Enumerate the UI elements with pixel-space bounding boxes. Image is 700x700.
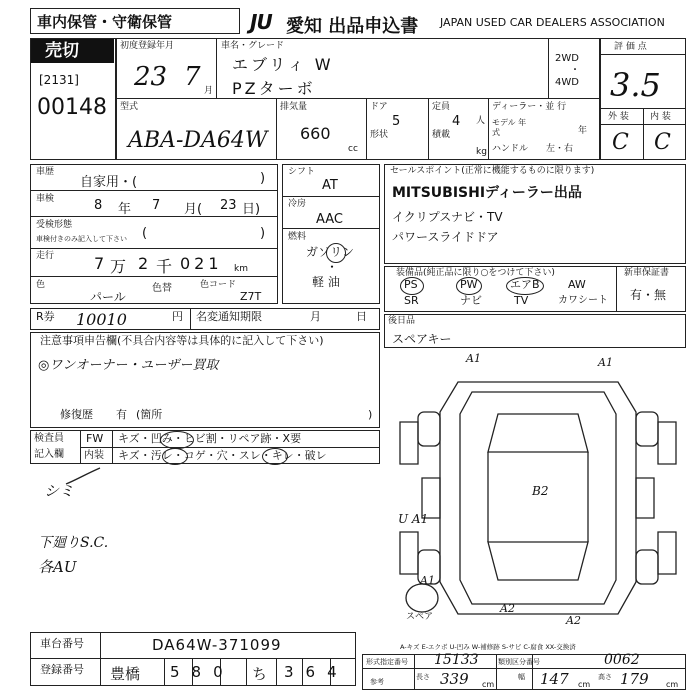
- vehicle-length: 339: [440, 670, 469, 688]
- transmission: AT: [322, 178, 338, 193]
- fuel-gasoline: ガソリン: [306, 245, 355, 259]
- sales-point-2: イクリプスナビ・TV: [392, 210, 503, 224]
- storage-label-box: [30, 8, 240, 34]
- equip-pw-circle: [456, 277, 482, 295]
- equip-navi: ナビ: [460, 294, 482, 307]
- equip-ps: PS: [404, 278, 418, 291]
- damage-mark-a1-front-right: A1: [598, 356, 613, 369]
- damage-mark-a2-rear-right: A2: [566, 614, 581, 627]
- equip-airbag-circle: [506, 277, 544, 295]
- damage-mark-b2-roof: B2: [532, 484, 549, 498]
- lot-number: 00148: [37, 95, 107, 120]
- notes-line-1: ◎ワンオーナー・ユーザー買取: [38, 358, 219, 373]
- inspector-note-underbody: 下廻りS.C.: [38, 535, 109, 551]
- inspector-note-au: 各AU: [38, 558, 77, 576]
- model-name: エブリィ W: [232, 55, 334, 74]
- usage-history: 自家用・(: [80, 175, 138, 190]
- model-spec-number: 15133: [434, 652, 479, 668]
- first-registration-label: 初度登録年月: [120, 41, 175, 51]
- stain-arrow: [64, 466, 104, 486]
- status-column: [30, 38, 116, 160]
- equip-leather-seat: カワシート: [558, 295, 608, 306]
- exterior-grade: C: [612, 130, 629, 155]
- model-type-code: ABA-DA64W: [128, 128, 268, 153]
- later-items-value: スペアキー: [392, 332, 452, 346]
- damage-mark-a2-rear-center: A2: [500, 602, 515, 615]
- interior-wear-circle: [262, 448, 288, 465]
- model-grade: PZターボ: [232, 79, 316, 98]
- plate-kana: ち: [252, 665, 268, 683]
- plate-area: 豊橋: [110, 665, 141, 683]
- damage-mark-u-a1-left-side: U A1: [398, 512, 429, 526]
- doors-value: 5: [392, 114, 401, 129]
- chassis-number: DA64W-371099: [152, 636, 282, 654]
- fuel-diesel: 軽 油: [312, 275, 340, 289]
- equip-ps-circle: [400, 277, 424, 295]
- fw-dent-circle: [160, 431, 194, 449]
- mileage-rest: 021: [180, 254, 223, 273]
- capacity-value: 4: [452, 114, 461, 129]
- equip-tv: TV: [514, 294, 529, 307]
- color-code: Z7T: [240, 290, 262, 303]
- equip-pw: PW: [460, 278, 478, 291]
- inspection-year: 8: [94, 198, 103, 213]
- damage-mark-a1-rear-left: A1: [420, 574, 435, 587]
- equip-airbag: エアB: [510, 278, 540, 291]
- recycle-fee: 10010: [76, 310, 127, 329]
- interior-grade: C: [654, 130, 671, 155]
- evaluation-score: 3.5: [610, 66, 661, 104]
- sales-point-3: パワースライドドア: [392, 230, 499, 244]
- interior-stain-circle: [162, 448, 188, 465]
- inspector-note-stain: シミ: [44, 482, 75, 500]
- warranty-value: 有・無: [630, 288, 667, 302]
- inspection-month: 7: [152, 198, 161, 213]
- status-badge: 売切: [31, 39, 114, 63]
- model-grade-label: 車名・グレード: [221, 41, 285, 51]
- mileage-man: 7: [94, 254, 105, 273]
- damage-mark-a1-front-left: A1: [466, 352, 481, 365]
- vehicle-height: 179: [620, 670, 649, 688]
- displacement-value: 660: [300, 124, 331, 143]
- equip-sr: SR: [404, 294, 419, 307]
- plate-number: 364: [284, 663, 349, 681]
- equip-aw: AW: [568, 278, 586, 291]
- plate-class: 580: [170, 663, 235, 681]
- sales-point-1: MITSUBISHIディーラー出品: [392, 185, 582, 201]
- mileage-sen: 2: [138, 254, 149, 273]
- damage-legend: A-キズ E-エクボ U-凹み W-補修跡 S-サビ C-腐食 XX-交換済: [400, 643, 576, 651]
- registration-year: 23: [134, 62, 168, 92]
- inspection-day: 23: [220, 198, 237, 213]
- spare-tire-label: スペア: [406, 612, 434, 622]
- body-color: パール: [90, 290, 126, 304]
- vehicle-width: 147: [540, 670, 569, 688]
- category-number: 0062: [604, 652, 640, 668]
- form-title: 愛知 出品申込書: [286, 16, 419, 37]
- registration-month: 7: [184, 62, 201, 92]
- storage-label: 車内保管・守衛保管: [37, 13, 173, 31]
- lane-code: [2131]: [39, 73, 79, 87]
- form-subtitle: JAPAN USED CAR DEALERS ASSOCIATION: [440, 16, 665, 29]
- equipment-items: [392, 280, 614, 310]
- air-conditioning: AAC: [316, 212, 343, 227]
- repair-history-value: 有: [116, 408, 127, 421]
- car-damage-diagram: [388, 352, 688, 644]
- logo-mark: JU: [250, 10, 272, 34]
